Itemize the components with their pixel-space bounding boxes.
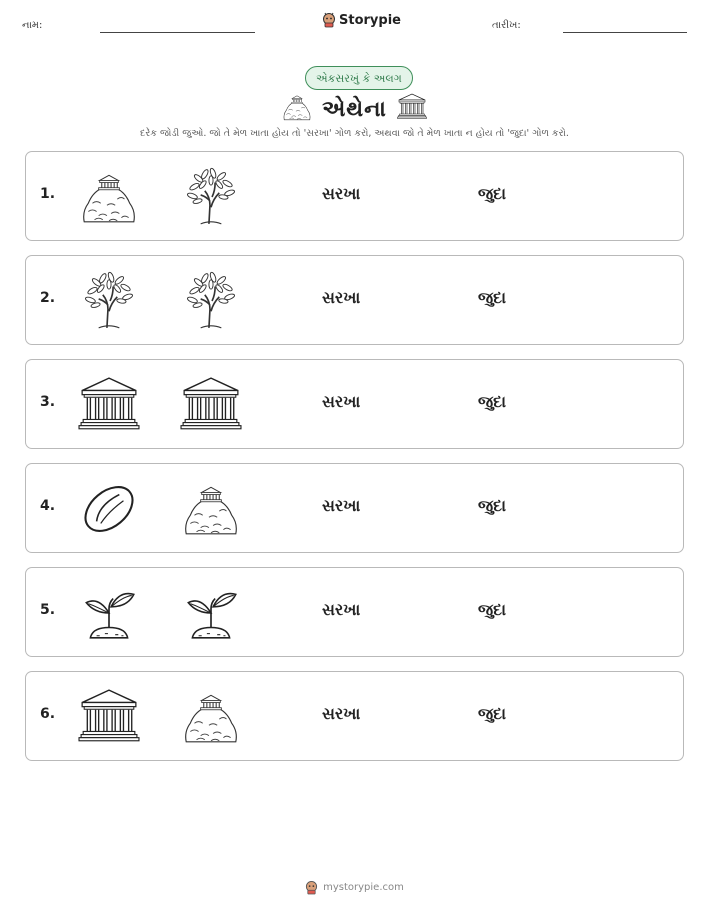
acropolis-icon (280, 91, 314, 127)
page-title: એથેના (322, 96, 387, 122)
different-option[interactable]: જુદા (478, 600, 507, 619)
storypie-mascot-icon (322, 12, 336, 28)
same-option[interactable]: સરખા (322, 392, 361, 411)
item-number: 5. (40, 602, 56, 618)
same-option[interactable]: સરખા (322, 288, 361, 307)
item-card (25, 463, 684, 553)
item-number: 4. (40, 498, 56, 514)
same-option[interactable]: સરખા (322, 600, 361, 619)
date-field-line[interactable] (563, 32, 687, 33)
temple-icon (78, 686, 140, 748)
olive-icon (78, 478, 140, 540)
brand-logo (322, 12, 401, 28)
different-option[interactable]: જુદા (478, 184, 507, 203)
item-card (25, 567, 684, 657)
sprout-icon (180, 582, 242, 644)
temple-icon (78, 374, 140, 436)
storypie-mascot-icon (305, 880, 318, 895)
same-option[interactable]: સરખા (322, 496, 361, 515)
item-card (25, 359, 684, 449)
olive-tree-icon (78, 270, 140, 332)
different-option[interactable]: જુદા (478, 704, 507, 723)
different-option[interactable]: જુદા (478, 288, 507, 307)
same-option[interactable]: સરખા (322, 704, 361, 723)
item-number: 2. (40, 290, 56, 306)
temple-icon (395, 92, 429, 126)
same-option[interactable]: સરખા (322, 184, 361, 203)
item-card (25, 255, 684, 345)
name-label: નામ: (22, 20, 43, 31)
worksheet-type-badge: એકસરખું કે અલગ (305, 66, 413, 90)
item-number: 1. (40, 186, 56, 202)
olive-tree-icon (180, 166, 242, 228)
different-option[interactable]: જુદા (478, 496, 507, 515)
different-option[interactable]: જુદા (478, 392, 507, 411)
footer (0, 880, 709, 895)
item-card (25, 671, 684, 761)
item-number: 6. (40, 706, 56, 722)
sprout-icon (78, 582, 140, 644)
item-card (25, 151, 684, 241)
footer-site: mystorypie.com (323, 882, 404, 893)
acropolis-icon (180, 686, 242, 748)
temple-icon (180, 374, 242, 436)
instructions: દરેક જોડી જુઓ. જો તે મેળ ખાતા હોય તો 'સરખા' ગોળ કરો, અથવા જો તે મેળ ખાતા ન હોય તો 'જુદા' ગોળ કરો. (140, 128, 569, 139)
acropolis-icon (180, 478, 242, 540)
title-row (0, 91, 709, 127)
brand-name: Storypie (339, 12, 401, 28)
item-number: 3. (40, 394, 56, 410)
name-field-line[interactable] (100, 32, 255, 33)
date-label: તારીખ: (492, 20, 521, 31)
acropolis-icon (78, 166, 140, 228)
olive-tree-icon (180, 270, 242, 332)
